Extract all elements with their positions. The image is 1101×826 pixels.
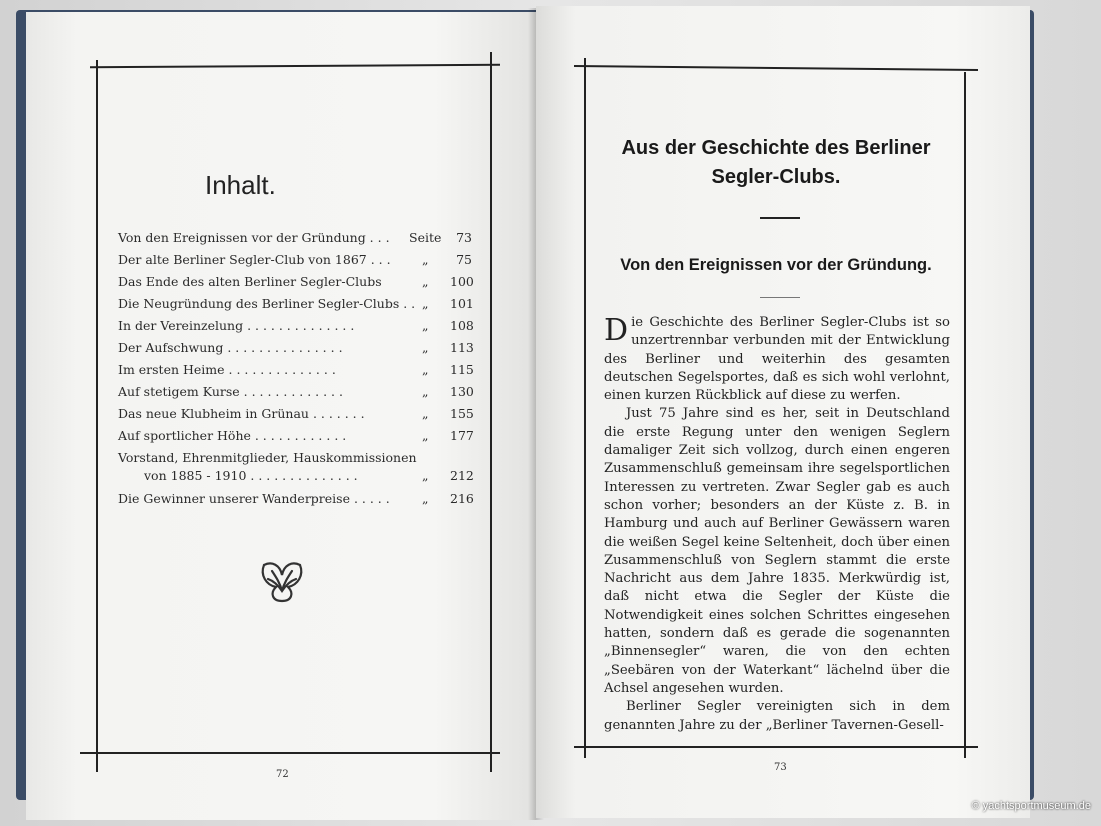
left-border-bottom — [80, 752, 500, 754]
toc-entry: Das Ende des alten Berliner Segler-Clubs „ 100 — [118, 274, 474, 289]
paragraph: Berliner Segler vereinigten sich in dem genannten Jahre zu der „Berliner Tavernen-Gesell- — [604, 699, 950, 733]
page-number-left: 72 — [276, 769, 289, 780]
title-divider — [760, 217, 800, 219]
toc-entry: Auf sportlicher Höhe . . . . . . . . . . . . „ 177 — [118, 428, 474, 443]
toc-entry: Von den Ereignissen vor der Gründung . . . Seite 73 — [118, 230, 472, 245]
toc-entry: Der alte Berliner Segler-Club von 1867 . . . „ 75 — [118, 252, 472, 267]
chapter-title: Aus der Geschichte des Berliner Segler-Clubs. — [621, 137, 931, 188]
section-divider — [760, 297, 800, 298]
toc-entry: Das neue Klubheim in Grünau . . . . . . . „ 155 — [118, 406, 474, 421]
right-border-bottom — [574, 746, 978, 748]
page-number-right: 73 — [774, 762, 787, 773]
section-heading: Von den Ereignissen vor der Gründung. — [620, 256, 932, 274]
drop-cap: D — [604, 313, 629, 348]
left-border-left — [96, 60, 98, 772]
toc-entry: Die Gewinner unserer Wanderpreise . . . . . „ 216 — [118, 491, 474, 506]
toc-entry: Vorstand, Ehrenmitglieder, Hauskommissionen — [118, 450, 417, 465]
toc-entry: Im ersten Heime . . . . . . . . . . . . . . „ 115 — [118, 362, 474, 377]
right-border-right — [964, 72, 966, 758]
toc-entry: Die Neugründung des Berliner Segler-Clubs . . „ 101 — [118, 296, 474, 311]
toc-entry: Auf stetigem Kurse . . . . . . . . . . . . . „ 130 — [118, 384, 474, 399]
toc-title: Inhalt. — [205, 170, 276, 200]
toc-entry: Der Aufschwung . . . . . . . . . . . . . . . „ 113 — [118, 340, 474, 355]
art-nouveau-ornament-icon — [258, 557, 306, 605]
right-border-left — [584, 58, 586, 758]
left-border-right — [490, 52, 492, 772]
toc-entry: In der Vereinzelung . . . . . . . . . . . . . . „ 108 — [118, 318, 474, 333]
paragraph: Die Geschichte des Berliner Segler-Clubs ist so unzertrennbar verbunden mit der Entwicklung des Berliner und weiterhin des gesamten deutschen Segelsportes, daß es sich wohl verlohnt, einen kurzen Rückblick auf diese zu werfen. — [604, 313, 950, 404]
toc-entry: von 1885 - 1910 . . . . . . . . . . . . . . „ 212 — [144, 468, 474, 483]
paragraph: Just 75 Jahre sind es her, seit in Deutschland die erste Regung unter den wenigen Seglern damaliger Zeit sich vollzog, durch einen engeren Zusammenschluß gemeinsam ihre segelsportlichen Interessen zu vertreten. Zwar Segler gab es auch schon vorher; besonders an der Küste z. B. in Hamburg und auch auf Berliner Gewässern waren die weißen Segel keine Seltenheit, doch über einen Zusammenschluß von Seglern stammt die erste Nachricht aus dem Jahre 1835. Merkwürdig ist, daß nicht etwa die Segler der Küste die Notwendigkeit eines solchen Schrittes eingesehen hatten, sondern daß es gerade die sogenannten „Binnensegler“ waren, die von den echten „Seebären von der Waterkant“ lächelnd über die Achsel angesehen wurden. — [604, 406, 950, 696]
copyright-watermark: © yachtsportmuseum.de — [971, 800, 1091, 812]
body-text — [604, 314, 950, 735]
